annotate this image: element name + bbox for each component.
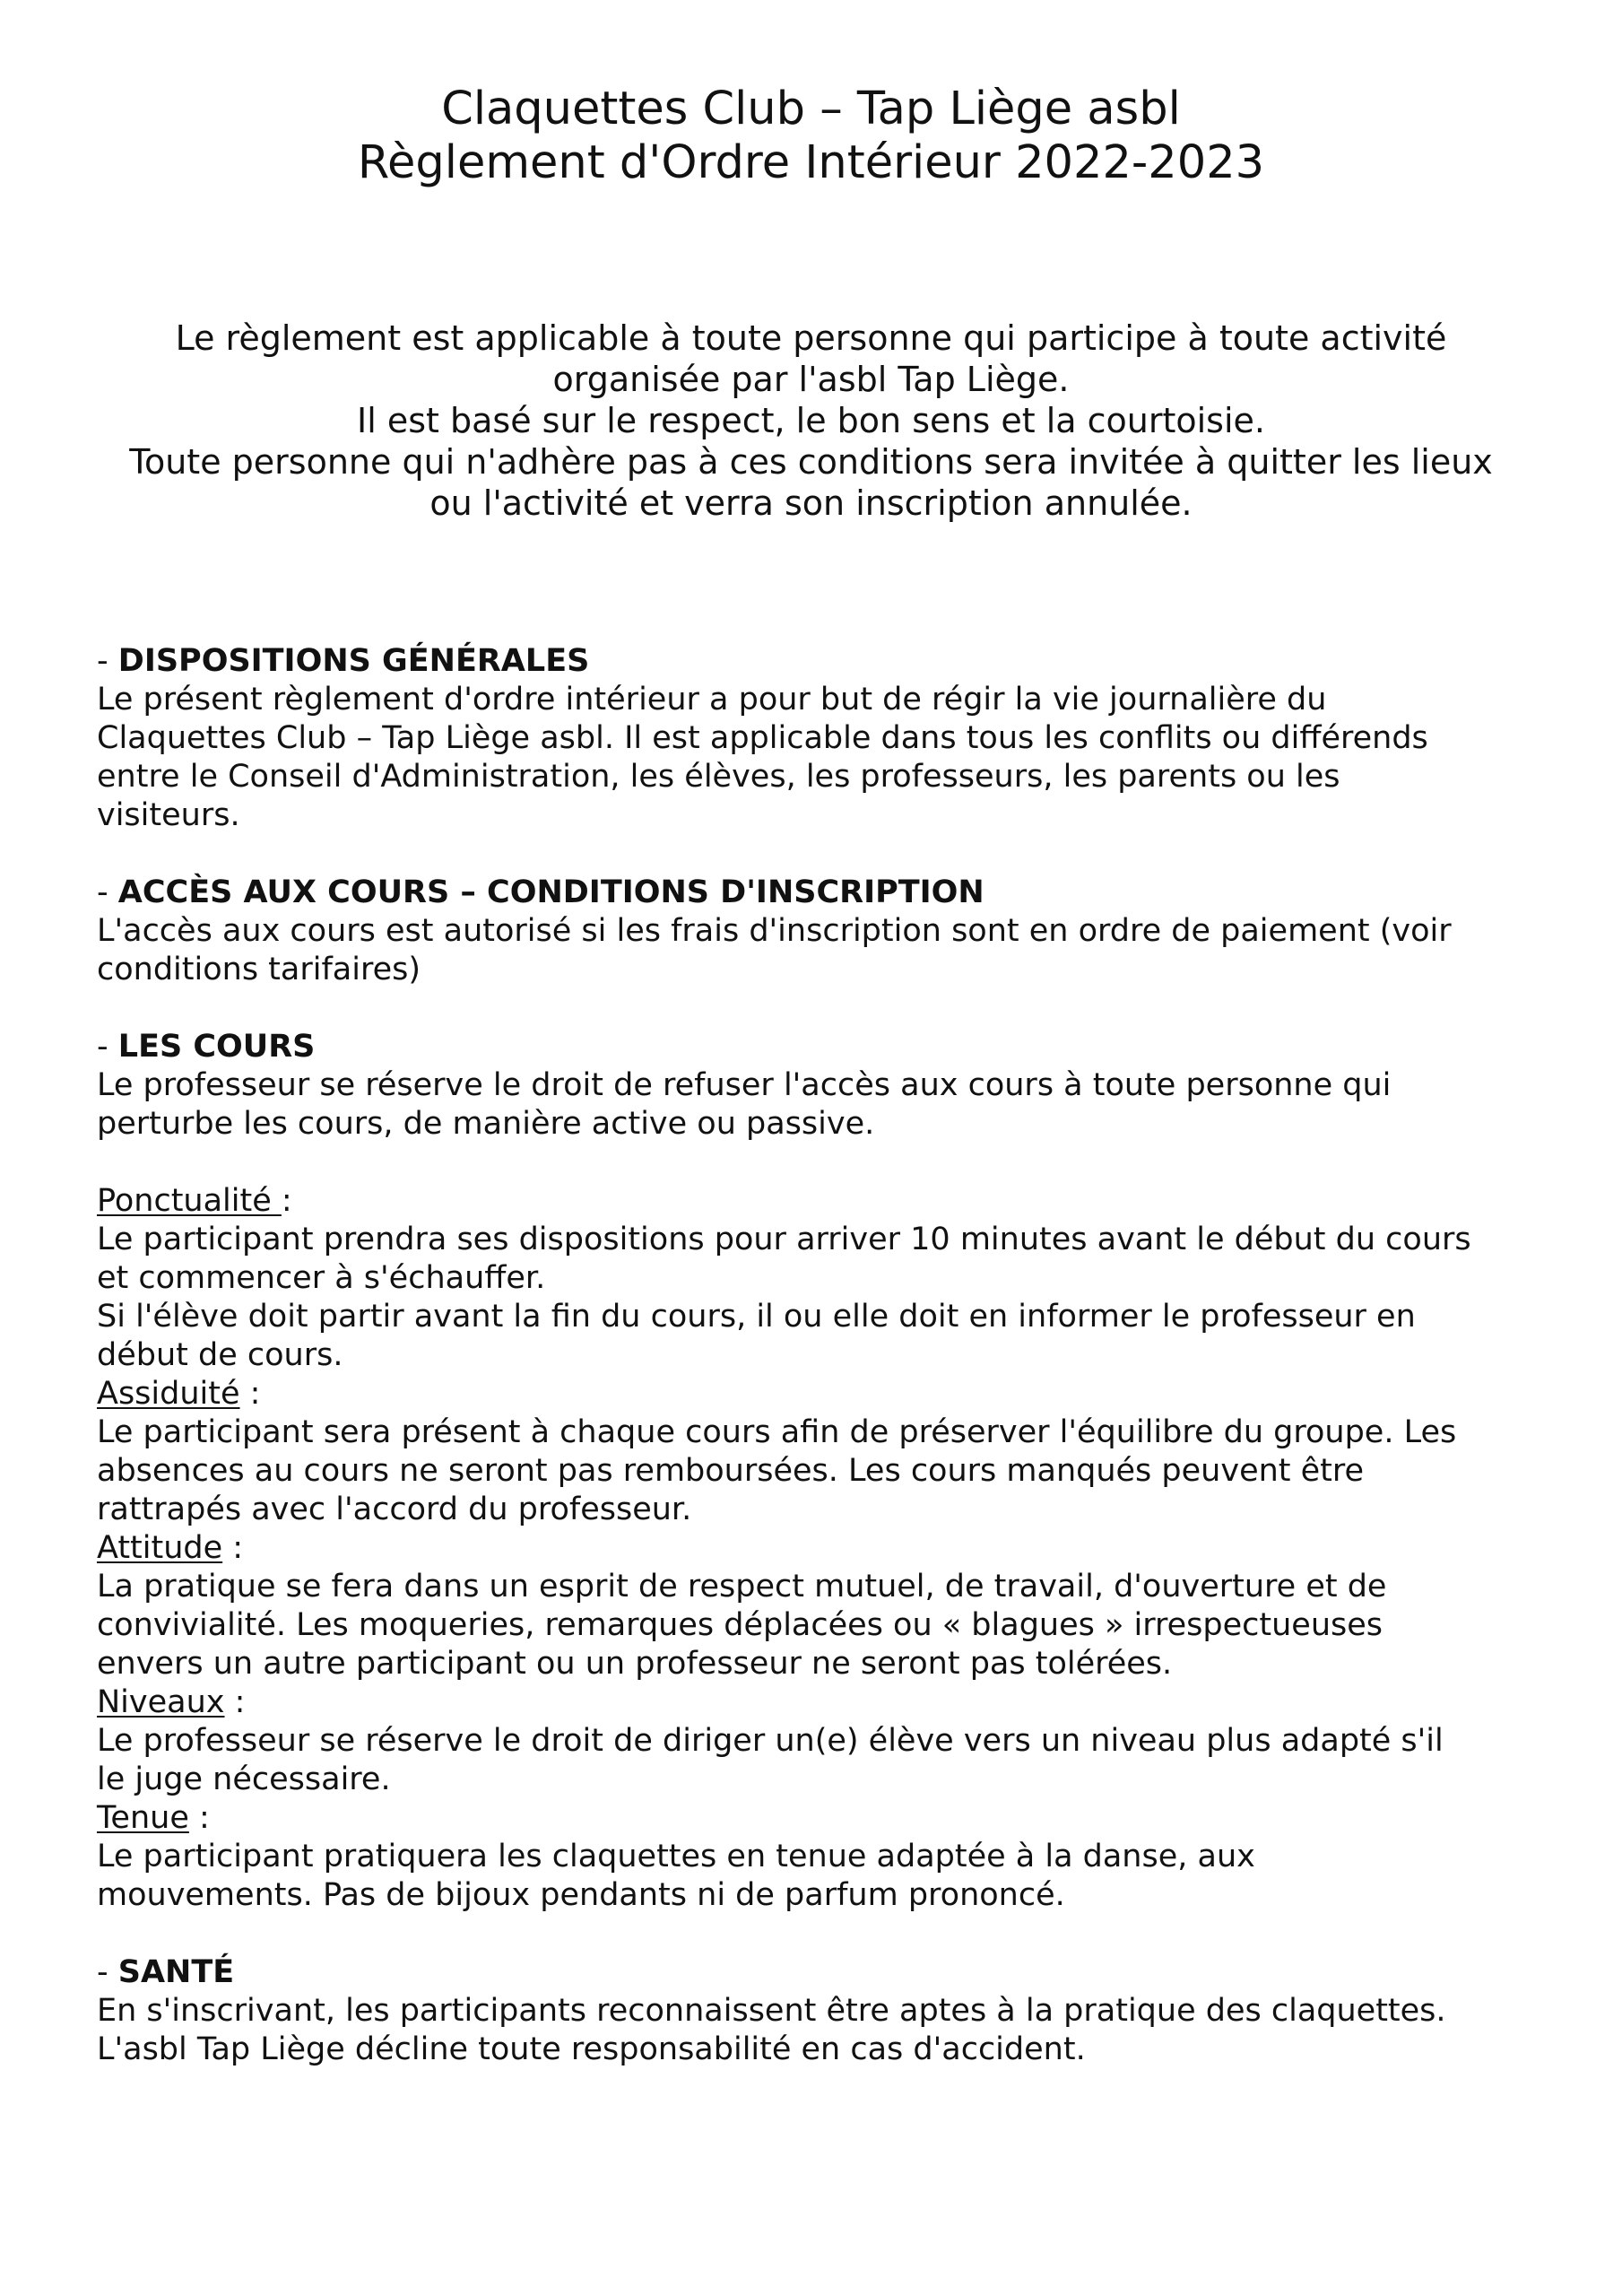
paragraph-line: Claquettes Club – Tap Liège asbl. Il est applicable dans tous les conflits ou différends bbox=[97, 720, 1428, 756]
subsection-label bbox=[97, 1529, 1558, 1568]
heading-text: LES COURS bbox=[117, 1029, 316, 1065]
section-sante bbox=[97, 1953, 1558, 2069]
document-title bbox=[0, 83, 1622, 190]
paragraph-line: L'accès aux cours est autorisé si les frais d'inscription sont en ordre de paiement (voir bbox=[97, 913, 1452, 949]
subsection-label-text: Niveaux bbox=[97, 1684, 225, 1720]
subsection-label-suffix: : bbox=[224, 1684, 246, 1720]
subsection-attitude bbox=[97, 1529, 1558, 1683]
paragraph-line: Le participant sera présent à chaque cours afin de préserver l'équilibre du groupe. Les bbox=[97, 1414, 1457, 1450]
paragraph-line: Le professeur se réserve le droit de diriger un(e) élève vers un niveau plus adapté s'il bbox=[97, 1723, 1444, 1759]
intro-line: organisée par l'asbl Tap Liège. bbox=[552, 360, 1070, 399]
paragraph-line: le juge nécessaire. bbox=[97, 1761, 391, 1797]
heading-prefix: - bbox=[97, 1029, 118, 1065]
subsection-niveaux bbox=[97, 1683, 1558, 1799]
heading-text: DISPOSITIONS GÉNÉRALES bbox=[117, 643, 590, 679]
subsection-label-text: Tenue bbox=[97, 1800, 189, 1836]
paragraph-line: début de cours. bbox=[97, 1337, 343, 1373]
section-dispositions bbox=[97, 642, 1558, 835]
spacer bbox=[97, 989, 1558, 1028]
title-line-2: Règlement d'Ordre Intérieur 2022-2023 bbox=[357, 136, 1265, 189]
subsection-label-suffix: : bbox=[281, 1183, 292, 1219]
spacer bbox=[97, 1144, 1558, 1182]
paragraph-line: visiteurs. bbox=[97, 797, 240, 833]
heading-text: ACCÈS AUX COURS – CONDITIONS D'INSCRIPTION bbox=[117, 874, 984, 910]
subsection-label bbox=[97, 1799, 1558, 1838]
subsection-label-suffix: : bbox=[239, 1376, 261, 1412]
subsection-label-text: Ponctualité bbox=[97, 1183, 282, 1219]
heading-prefix: - bbox=[97, 643, 118, 679]
paragraph-line: En s'inscrivant, les participants reconnaissent être aptes à la pratique des claquettes. bbox=[97, 1993, 1446, 2029]
spacer bbox=[97, 835, 1558, 874]
section-heading bbox=[97, 874, 1558, 912]
document-body bbox=[97, 642, 1558, 2069]
subsection-label bbox=[97, 1182, 1558, 1221]
subsection-label-suffix: : bbox=[188, 1800, 210, 1836]
subsection-ponctualite bbox=[97, 1182, 1558, 1375]
subsection-label bbox=[97, 1683, 1558, 1722]
intro-line: Il est basé sur le respect, le bon sens et la courtoisie. bbox=[356, 401, 1265, 440]
section-heading bbox=[97, 1028, 1558, 1066]
intro-line: Le règlement est applicable à toute personne qui participe à toute activité bbox=[175, 318, 1447, 358]
paragraph-line: mouvements. Pas de bijoux pendants ni de parfum prononcé. bbox=[97, 1877, 1065, 1913]
subsection-label-text: Attitude bbox=[97, 1530, 223, 1566]
section-heading bbox=[97, 642, 1558, 681]
paragraph-line: conditions tarifaires) bbox=[97, 952, 421, 987]
paragraph-line: Le participant prendra ses dispositions pour arriver 10 minutes avant le début du cours bbox=[97, 1222, 1471, 1257]
paragraph-line: convivialité. Les moqueries, remarques déplacées ou « blagues » irrespectueuses bbox=[97, 1607, 1383, 1643]
paragraph-line: rattrapés avec l'accord du professeur. bbox=[97, 1492, 692, 1527]
heading-prefix: - bbox=[97, 1954, 118, 1990]
subsection-label-text: Assiduité bbox=[97, 1376, 240, 1412]
paragraph-line: absences au cours ne seront pas remboursées. Les cours manqués peuvent être bbox=[97, 1453, 1365, 1489]
paragraph-line: Le professeur se réserve le droit de refuser l'accès aux cours à toute personne qui bbox=[97, 1067, 1392, 1103]
heading-prefix: - bbox=[97, 874, 118, 910]
subsection-label-suffix: : bbox=[222, 1530, 244, 1566]
paragraph-line: Si l'élève doit partir avant la fin du cours, il ou elle doit en informer le professeur en bbox=[97, 1299, 1416, 1335]
paragraph-line: entre le Conseil d'Administration, les élèves, les professeurs, les parents ou les bbox=[97, 759, 1340, 795]
paragraph-line: L'asbl Tap Liège décline toute responsabilité en cas d'accident. bbox=[97, 2031, 1086, 2067]
section-cours bbox=[97, 1028, 1558, 1144]
section-heading bbox=[97, 1953, 1558, 1992]
spacer bbox=[97, 1915, 1558, 1953]
subsection-label bbox=[97, 1375, 1558, 1413]
paragraph-line: Le présent règlement d'ordre intérieur a pour but de régir la vie journalière du bbox=[97, 682, 1327, 718]
subsection-assiduite bbox=[97, 1375, 1558, 1529]
paragraph-line: et commencer à s'échauffer. bbox=[97, 1260, 546, 1296]
paragraph-line: perturbe les cours, de manière active ou passive. bbox=[97, 1106, 875, 1142]
paragraph-line: Le participant pratiquera les claquettes en tenue adaptée à la danse, aux bbox=[97, 1839, 1255, 1874]
section-acces bbox=[97, 874, 1558, 989]
paragraph-line: envers un autre participant ou un professeur ne seront pas tolérées. bbox=[97, 1646, 1173, 1682]
heading-text: SANTÉ bbox=[117, 1954, 235, 1990]
intro-paragraph bbox=[72, 317, 1550, 524]
title-line-1: Claquettes Club – Tap Liège asbl bbox=[441, 83, 1181, 135]
paragraph-line: La pratique se fera dans un esprit de respect mutuel, de travail, d'ouverture et de bbox=[97, 1569, 1387, 1605]
subsection-tenue bbox=[97, 1799, 1558, 1915]
intro-line: Toute personne qui n'adhère pas à ces conditions sera invitée à quitter les lieux bbox=[129, 442, 1493, 482]
intro-line: ou l'activité et verra son inscription annulée. bbox=[429, 483, 1193, 523]
